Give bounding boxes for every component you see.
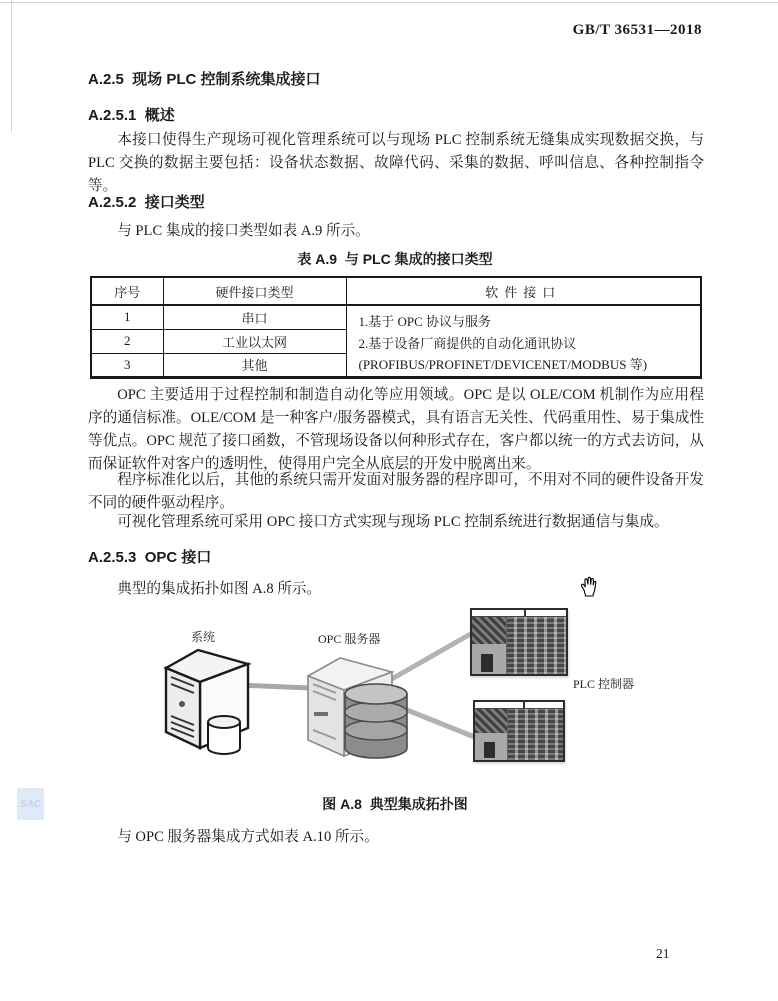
- plc-controller-image-2: [473, 700, 565, 762]
- table-row: [91, 305, 701, 329]
- system-server-icon: [166, 650, 248, 754]
- label-plc-controller: PLC 控制器: [573, 677, 635, 691]
- paragraph-table-a10: 与 OPC 服务器集成方式如表 A.10 所示。: [117, 829, 379, 845]
- plc-controller-image-1: [470, 608, 568, 676]
- table-a9-col-sw: 软件接口: [346, 277, 701, 305]
- standard-code-header: GB/T 36531—2018: [572, 22, 702, 38]
- table-a9-cell-no-3: 3: [91, 353, 163, 377]
- heading-a2-5-3: A.2.5.3 OPC 接口: [88, 549, 212, 566]
- plc-module-columns: [508, 709, 563, 760]
- opc-database-stack-icon: [345, 684, 407, 758]
- table-a9-cell-no-1: 1: [91, 305, 163, 329]
- paragraph-opc-1: OPC 主要适用于过程控制和制造自动化等应用领域。OPC 是以 OLE/COM 机制作为应用程序的通信标准。OLE/COM 是一种客户/服务器模式，具有语言无关性、代码重用性、易于集成性等优点。OPC 规范了接口函数，不管现场设备以何种形式存在，客户都以统一的方式去访问，从而保证软件对客户的透明性，使得用户完全从底层的开发中脱离出来。: [88, 387, 704, 472]
- software-item-2: 2.基于设备厂商提供的自动化通讯协议(PROFIBUS/PROFINET/DEVICENET/MODBUS 等): [358, 335, 648, 372]
- page-number: 21: [656, 946, 670, 961]
- heading-a2-5-2: A.2.5.2 接口类型: [88, 194, 205, 211]
- system-db-cylinder-icon: [208, 716, 240, 754]
- plc-module-columns: [507, 617, 566, 674]
- paragraph-opc-2: 程序标准化以后，其他的系统只需开发面对服务器的程序即可，不用对不同的硬件设备开发不同的硬件驱动程序。: [88, 472, 704, 511]
- label-opc-server: OPC 服务器: [318, 632, 381, 646]
- table-a9-cell-hw-3: 其他: [163, 353, 346, 377]
- table-a9: [90, 276, 700, 379]
- table-a9-cell-hw-1: 串口: [163, 305, 346, 329]
- label-system: 系统: [191, 630, 216, 644]
- heading-a2-5-1: A.2.5.1 概述: [88, 107, 175, 124]
- connector-opc-plc1: [390, 632, 474, 680]
- hand-cursor-icon: [577, 574, 601, 598]
- plc-cabinet-section: [475, 709, 508, 760]
- plc-panel-top-rail: [475, 702, 563, 709]
- table-a9-cell-no-2: 2: [91, 329, 163, 353]
- heading-a2-5: A.2.5 现场 PLC 控制系统集成接口: [88, 71, 321, 88]
- plc-panel-top-rail: [472, 610, 566, 617]
- table-a9-cell-software: [346, 305, 701, 377]
- paragraph-overview: 本接口使得生产现场可视化管理系统可以与现场 PLC 控制系统无缝集成实现数据交换，与 PLC 交换的数据主要包括：设备状态数据、故障代码、采集的数据、呼叫信息、各种控制指令等。: [88, 132, 704, 194]
- scan-edge-line-left: [11, 0, 12, 132]
- topology-graphic: [0, 598, 778, 784]
- scan-edge-line-top: [0, 2, 778, 3]
- table-a9-col-no: 序号: [91, 277, 163, 305]
- paragraph-opc-3: 可视化管理系统可采用 OPC 接口方式实现与现场 PLC 控制系统进行数据通信与集成。: [117, 514, 669, 530]
- table-a9-caption: 表 A.9 与 PLC 集成的接口类型: [297, 251, 493, 267]
- plc-cabinet-section: [472, 617, 507, 674]
- software-item-1: 1.基于 OPC 协议与服务: [358, 314, 492, 329]
- paragraph-interface-types: 与 PLC 集成的接口类型如表 A.9 所示。: [117, 223, 370, 239]
- figure-a8-diagram: [0, 598, 778, 784]
- opc-server-icon: [308, 658, 407, 758]
- figure-a8-caption: 图 A.8 典型集成拓扑图: [322, 796, 468, 812]
- table-a9-col-hw: 硬件接口类型: [163, 277, 346, 305]
- paragraph-topology: 典型的集成拓扑如图 A.8 所示。: [117, 581, 322, 597]
- table-a9-cell-hw-2: 工业以太网: [163, 329, 346, 353]
- sac-watermark: SAC: [17, 788, 44, 820]
